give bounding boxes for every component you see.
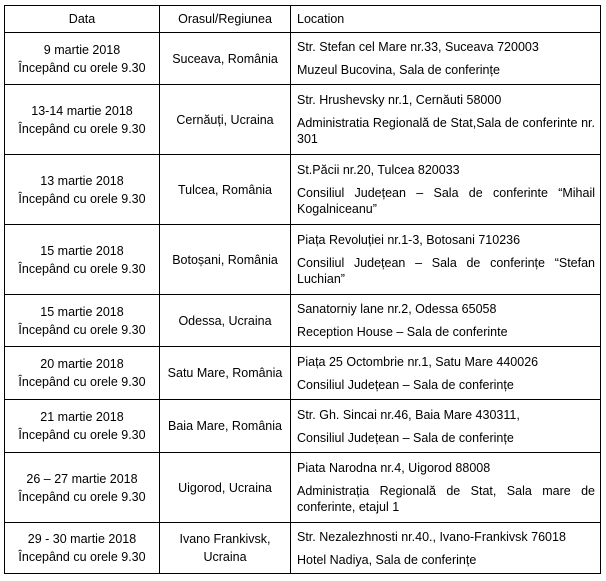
time-text: Începând cu orele 9.30 — [18, 121, 146, 136]
address-text: Str. Nezalezhnosti nr.40., Ivano-Frankivsk 76018 — [297, 529, 566, 544]
venue-text: Muzeul Bucovina, Sala de conferințe — [297, 63, 500, 77]
venue-text: Reception House – Sala de conferinte — [297, 325, 508, 339]
venue-text: Consiliul Județean – Sala de conferințe “Stefan Luchian” — [297, 256, 595, 286]
time-text: Începând cu orele 9.30 — [18, 375, 146, 389]
table-row — [5, 33, 601, 85]
city-cell: Tulcea, România — [160, 155, 291, 225]
header-date: Data — [5, 6, 160, 33]
city-cell: Baia Mare, România — [160, 400, 291, 453]
date-cell — [5, 347, 160, 400]
date-cell — [5, 33, 160, 85]
date-text: 29 - 30 martie 2018 — [27, 532, 137, 546]
city-cell: Satu Mare, România — [160, 347, 291, 400]
date-text: 13 martie 2018 — [40, 173, 124, 188]
location-cell — [291, 85, 601, 155]
city-cell: Suceava, România — [160, 33, 291, 85]
venue-text: Administrația Regională de Stat, Sala mare de conferinte, etajul 1 — [297, 484, 595, 514]
address-text: Str. Hrushevsky nr.1, Cernăuti 58000 — [297, 93, 502, 107]
table-row — [5, 225, 601, 295]
location-cell — [291, 225, 601, 295]
table-row — [5, 347, 601, 400]
address-text: Piața 25 Octombrie nr.1, Satu Mare 440026 — [297, 354, 539, 369]
address-text: Str. Gh. Sincai nr.46, Baia Mare 430311, — [297, 407, 520, 422]
date-text: 20 martie 2018 — [40, 357, 124, 371]
header-location: Location — [291, 6, 601, 33]
venue-text: Administratia Regională de Stat,Sala de conferinte nr. 301 — [297, 116, 595, 146]
date-cell — [5, 523, 160, 574]
date-text: 13-14 martie 2018 — [31, 103, 133, 118]
date-cell — [5, 225, 160, 295]
location-cell — [291, 155, 601, 225]
time-text: Începând cu orele 9.30 — [18, 60, 146, 75]
address-text: St.Păcii nr.20, Tulcea 820033 — [297, 163, 460, 177]
venue-text: Hotel Nadiya, Sala de conferințe — [297, 552, 477, 567]
date-cell — [5, 155, 160, 225]
venue-text: Consiliul Județean – Sala de conferințe — [297, 430, 514, 445]
date-cell — [5, 400, 160, 453]
table-row — [5, 453, 601, 523]
location-cell — [291, 453, 601, 523]
header-city: Orasul/Regiunea — [160, 6, 291, 33]
address-text: Piața Revoluției nr.1-3, Botosani 710236 — [297, 233, 521, 247]
address-text: Str. Stefan cel Mare nr.33, Suceava 720003 — [297, 40, 539, 54]
city-cell: Uigorod, Ucraina — [160, 453, 291, 523]
date-text: 15 martie 2018 — [40, 243, 124, 258]
table-row — [5, 400, 601, 453]
venue-text: Consiliul Județean – Sala de conferințe — [297, 377, 514, 392]
header-row — [5, 6, 601, 33]
city-cell: Botoșani, România — [160, 225, 291, 295]
time-text: Începând cu orele 9.30 — [18, 261, 146, 276]
time-text: Începând cu orele 9.30 — [18, 428, 146, 442]
date-cell — [5, 85, 160, 155]
date-text: 21 martie 2018 — [40, 410, 124, 424]
address-text: Sanatorniy lane nr.2, Odessa 65058 — [297, 302, 497, 316]
date-text: 9 martie 2018 — [43, 42, 121, 57]
date-cell — [5, 295, 160, 347]
date-text: 26 – 27 martie 2018 — [26, 471, 138, 486]
time-text: Începând cu orele 9.30 — [18, 322, 146, 337]
city-cell: Cernăuți, Ucraina — [160, 85, 291, 155]
location-cell — [291, 400, 601, 453]
time-text: Începând cu orele 9.30 — [18, 191, 146, 206]
date-text: 15 martie 2018 — [40, 304, 124, 319]
city-cell: Odessa, Ucraina — [160, 295, 291, 347]
location-cell — [291, 347, 601, 400]
address-text: Piata Narodna nr.4, Uigorod 88008 — [297, 461, 491, 475]
venue-text: Consiliul Județean – Sala de conferinte “Mihail Kogalniceanu” — [297, 186, 595, 216]
table-row — [5, 523, 601, 574]
time-text: Începând cu orele 9.30 — [18, 489, 146, 504]
location-cell — [291, 33, 601, 85]
location-cell — [291, 523, 601, 574]
table-row — [5, 155, 601, 225]
table-row — [5, 85, 601, 155]
schedule-table — [4, 5, 601, 574]
city-cell: Ivano Frankivsk, Ucraina — [160, 523, 291, 574]
table-row — [5, 295, 601, 347]
date-cell — [5, 453, 160, 523]
time-text: Începând cu orele 9.30 — [18, 550, 146, 564]
location-cell — [291, 295, 601, 347]
